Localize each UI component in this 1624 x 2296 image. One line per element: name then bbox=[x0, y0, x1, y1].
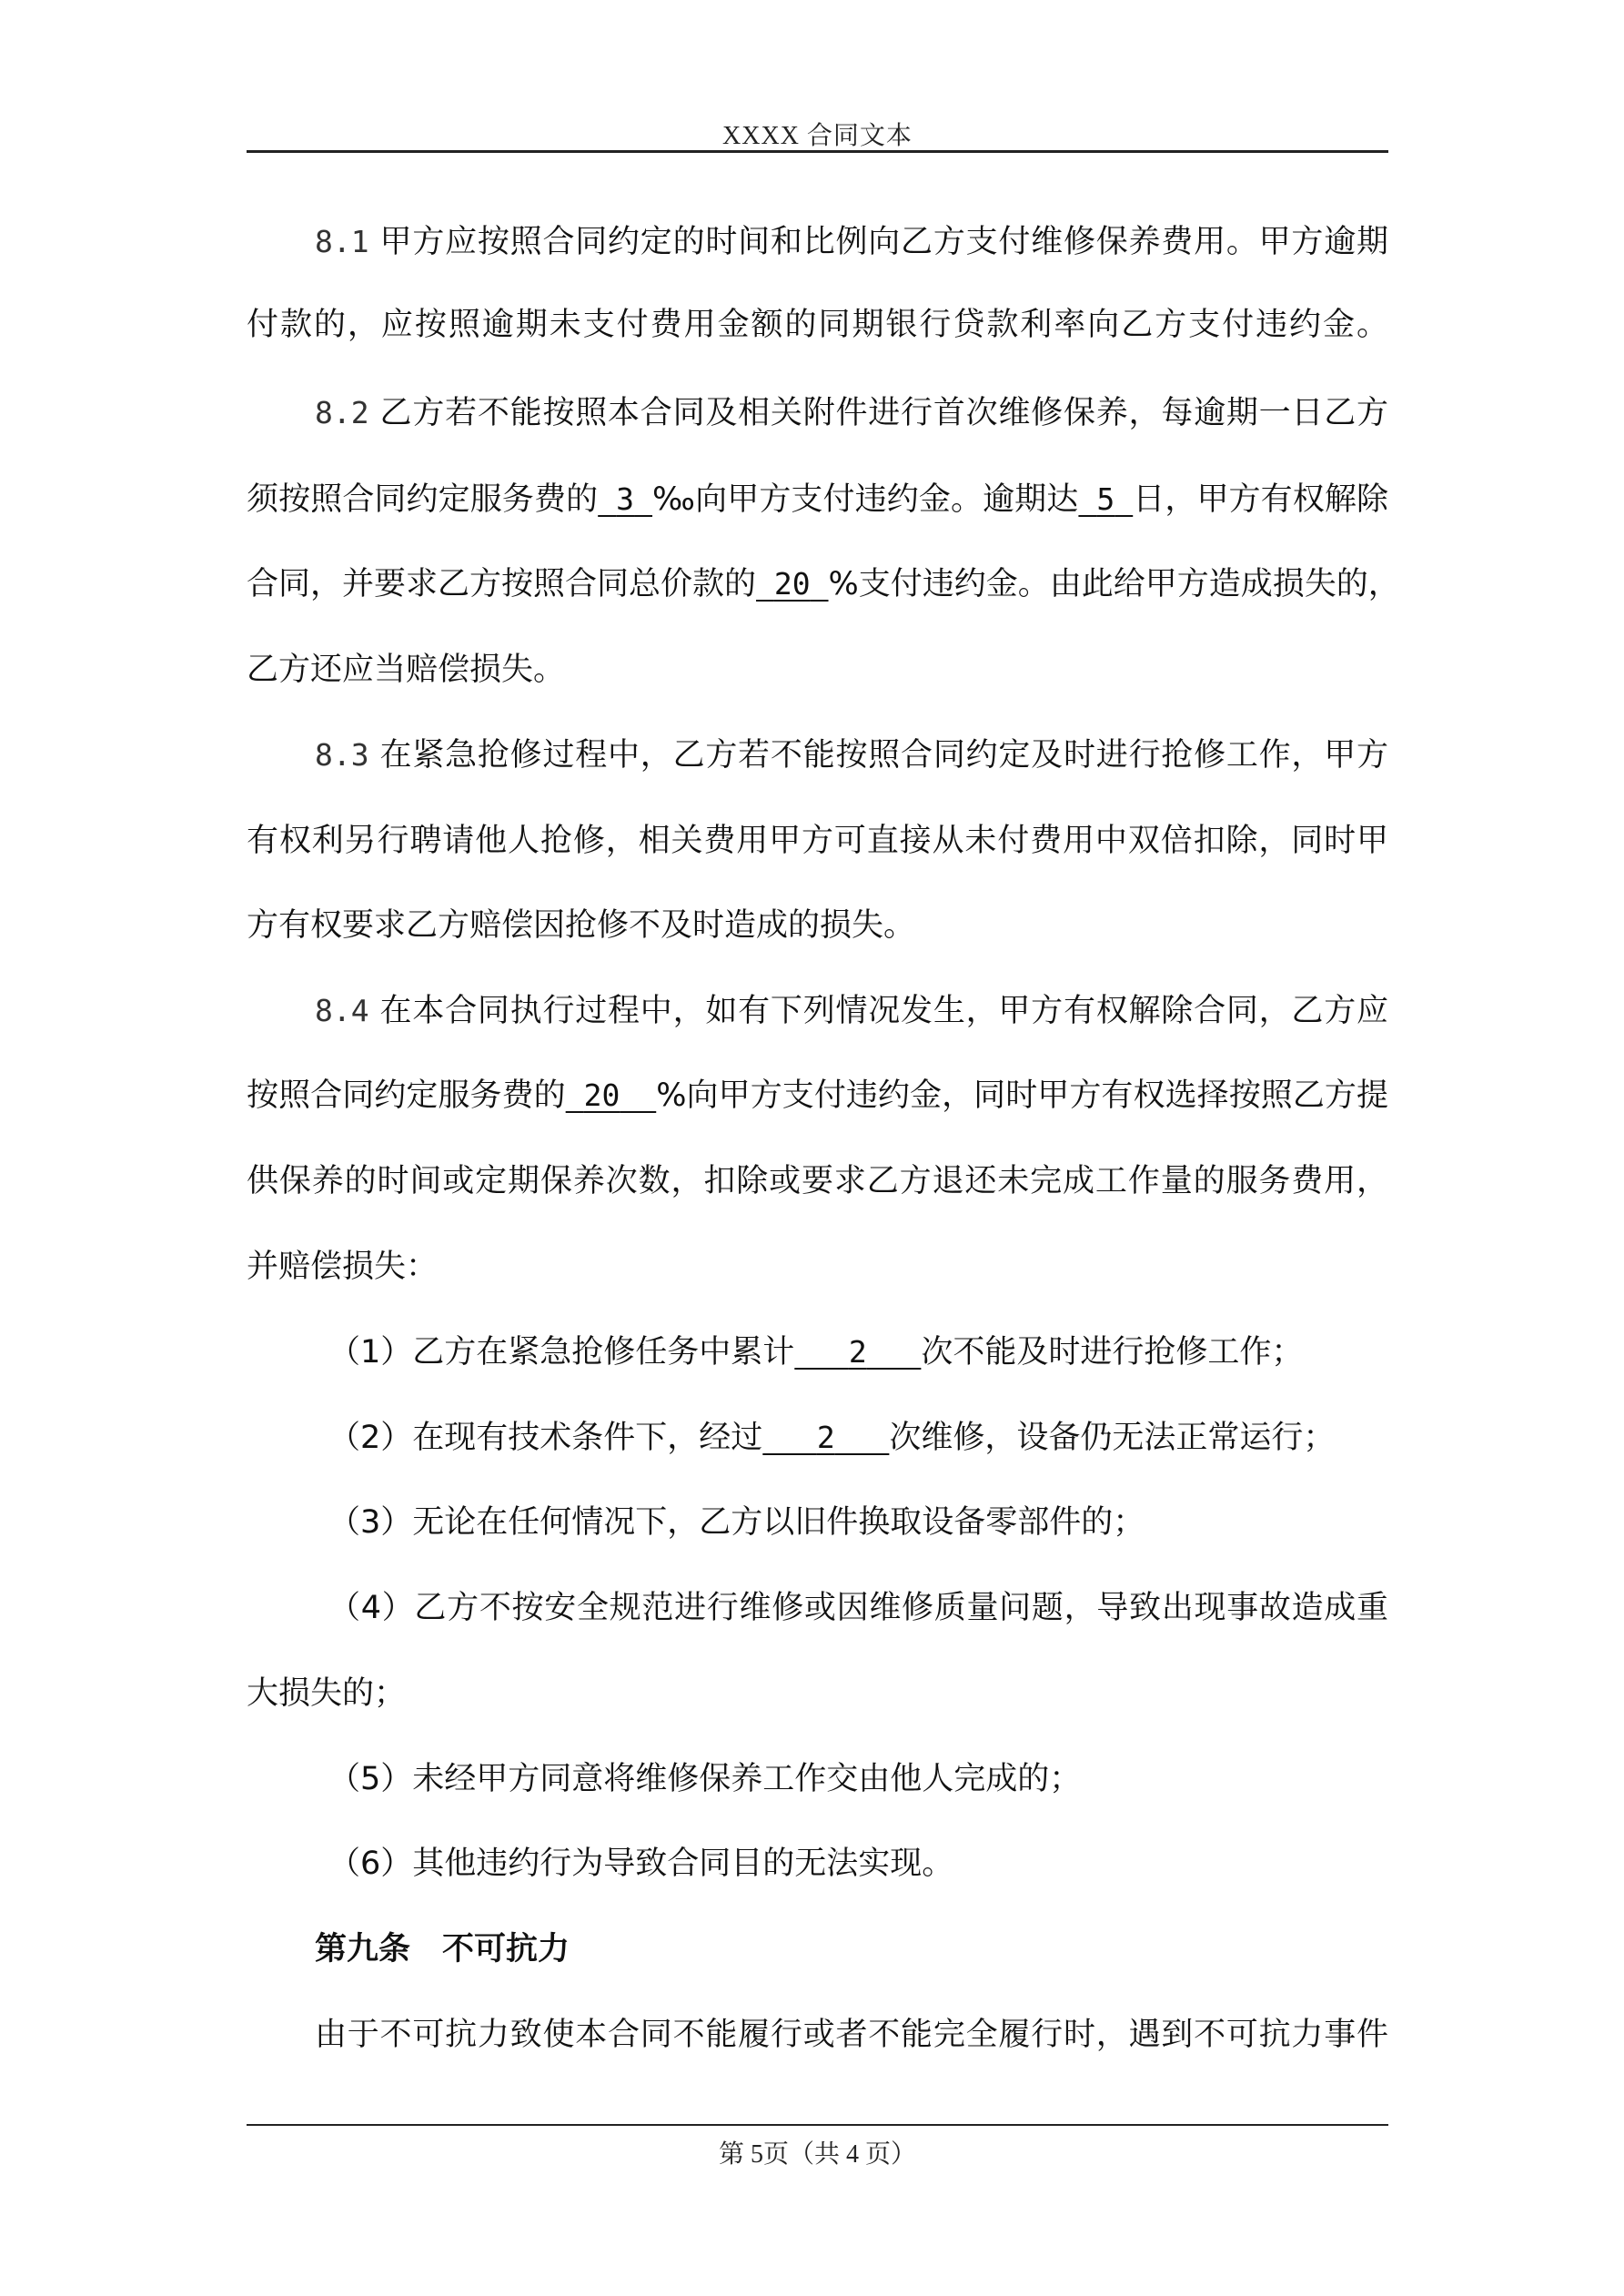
clause-8-2-line-1: 8.2 乙方若不能按照本合同及相关附件进行首次维修保养，每逾期一日乙方 bbox=[315, 395, 1388, 431]
clause-number: 8.1 bbox=[315, 224, 369, 259]
clause-8-3-line-3: 方有权要求乙方赔偿因抢修不及时造成的损失。 bbox=[247, 907, 916, 944]
clause-8-2-line-2: 须按照合同约定服务费的 3 ‰向甲方支付违约金。逾期达 5 日，甲方有权解除 bbox=[247, 481, 1388, 518]
section-9-line-1: 由于不可抗力致使本合同不能履行或者不能完全履行时，遇到不可抗力事件 bbox=[315, 2017, 1388, 2053]
list-item-4-line-1: （4）乙方不按安全规范进行维修或因维修质量问题，导致出现事故造成重 bbox=[328, 1590, 1388, 1626]
clause-8-4-line-2: 按照合同约定服务费的 20 %向甲方支付违约金，同时甲方有权选择按照乙方提 bbox=[247, 1077, 1388, 1114]
list-item-2: （2）在现有技术条件下，经过 2 次维修，设备仍无法正常运行； bbox=[328, 1420, 1336, 1456]
clause-8-1-line-1: 8.1 甲方应按照合同约定的时间和比例向乙方支付维修保养费用。甲方逾期 bbox=[315, 224, 1388, 260]
section-9-heading: 第九条 不可抗力 bbox=[315, 1931, 570, 1967]
footer-rule bbox=[247, 2124, 1388, 2126]
clause-number: 8.2 bbox=[315, 395, 369, 430]
clause-8-2-line-4: 乙方还应当赔偿损失。 bbox=[247, 652, 566, 688]
list-item-5: （5）未经甲方同意将维修保养工作交由他人完成的； bbox=[328, 1761, 1082, 1797]
list-item-6: （6）其他违约行为导致合同目的无法实现。 bbox=[328, 1846, 954, 1882]
penalty-rate-value: 3 bbox=[616, 481, 635, 517]
clause-8-1-line-2: 付款的，应按照逾期未支付费用金额的同期银行贷款利率向乙方支付违约金。 bbox=[247, 307, 1388, 343]
clause-number: 8.3 bbox=[315, 737, 369, 773]
header-title: XXXX 合同文本 bbox=[722, 122, 913, 150]
page-number: 第 5页（共 4 页） bbox=[718, 2140, 916, 2169]
repair-attempt-count: 2 bbox=[816, 1420, 835, 1455]
clause-8-2-line-3: 合同，并要求乙方按照合同总价款的 20 %支付违约金。由此给甲方造成损失的， bbox=[247, 566, 1400, 602]
emergency-fail-count: 2 bbox=[848, 1334, 867, 1370]
list-item-1: （1）乙方在紧急抢修任务中累计 2 次不能及时进行抢修工作； bbox=[328, 1334, 1304, 1371]
clause-8-3-line-1: 8.3 在紧急抢修过程中，乙方若不能按照合同约定及时进行抢修工作，甲方 bbox=[315, 737, 1388, 774]
list-item-3: （3）无论在任何情况下，乙方以旧件换取设备零部件的； bbox=[328, 1504, 1145, 1541]
total-price-percent-value: 20 bbox=[773, 566, 811, 602]
clause-8-4-line-3: 供保养的时间或定期保养次数，扣除或要求乙方退还未完成工作量的服务费用， bbox=[247, 1163, 1388, 1199]
header-rule bbox=[247, 150, 1388, 153]
clause-8-4-line-1: 8.4 在本合同执行过程中，如有下列情况发生，甲方有权解除合同，乙方应 bbox=[315, 993, 1388, 1029]
clause-8-4-line-4: 并赔偿损失： bbox=[247, 1249, 439, 1285]
clause-8-3-line-2: 有权利另行聘请他人抢修，相关费用甲方可直接从未付费用中双倍扣除，同时甲 bbox=[247, 823, 1388, 859]
service-fee-percent-value: 20 bbox=[583, 1077, 620, 1113]
list-item-4-line-2: 大损失的； bbox=[247, 1675, 407, 1712]
overdue-days-value: 5 bbox=[1096, 481, 1115, 517]
clause-number: 8.4 bbox=[315, 993, 369, 1028]
